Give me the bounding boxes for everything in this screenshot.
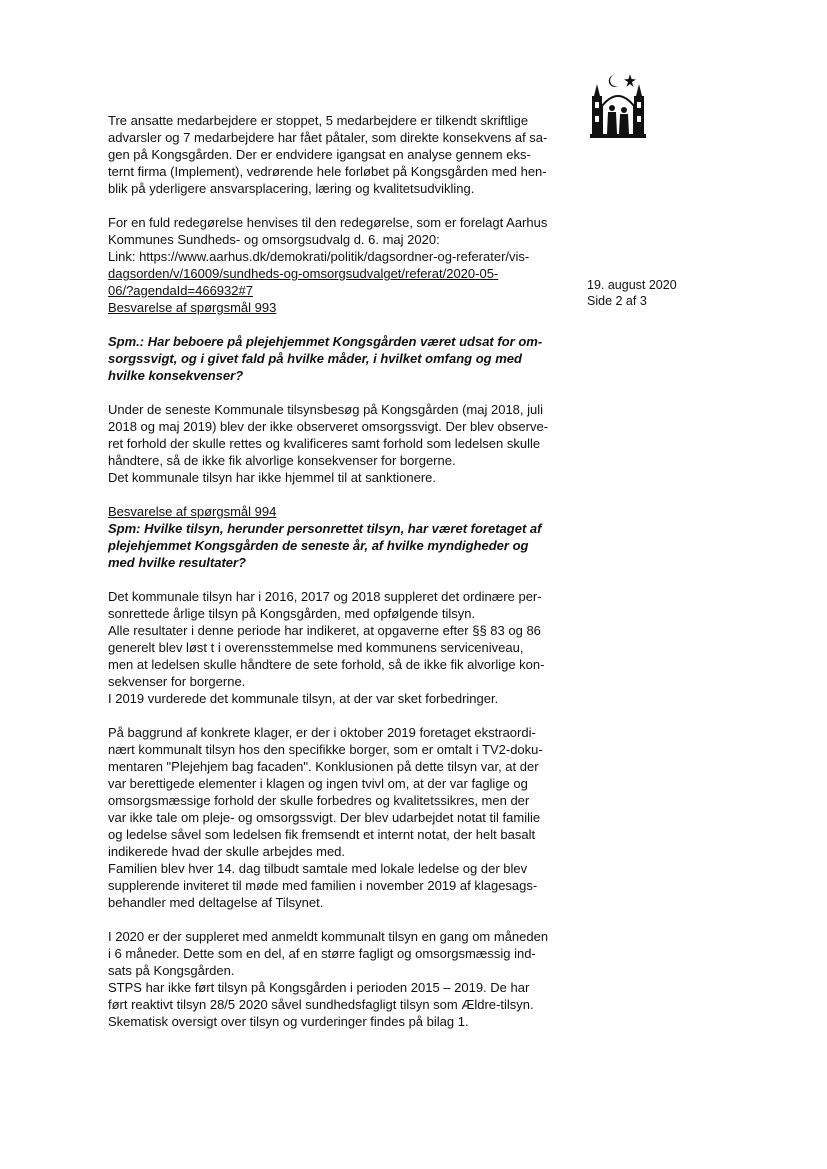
header-meta (587, 277, 677, 309)
question-994-line: Spm: Hvilke tilsyn, herunder personrettet tilsyn, har været foretaget af (108, 521, 542, 536)
question-994-line: plejehjemmet Kongsgården de seneste år, af hvilke myndigheder og (108, 538, 529, 553)
document-date: 19. august 2020 (587, 278, 677, 292)
aarhus-seal-logo (584, 72, 654, 140)
answer-994-block (108, 503, 560, 571)
paragraph-reference: For en fuld redegørelse henvises til den redegørelse, som er forelagt Aarhus Kommunes Sundheds- og omsorgsudvalg d. 6. maj 2020: Link: https://www.aarhus.dk/demokrati/politik/dagsordner-og-referater/vis- dagsorden/v/16009/sundheds-og-omsorgsudvalget/referat/2020-05- 06/?agendaId=466932#7 Besvarelse af spørgsmål 993 (108, 215, 548, 315)
answer-994-heading: Besvarelse af spørgsmål 994 (108, 504, 277, 519)
paragraph-complaints: På baggrund af konkrete klager, er der i oktober 2019 foretaget ekstraordi- nært kommunalt tilsyn hos den specifikke borger, som er omtalt i TV2-doku- mentaren "Plejehjem bag facaden". Konklusionen på dette tilsyn var, at der var berettigede elementer i klagen og ingen tvivl om, at der var faglige og omsorgsmæssige forhold der skulle forbedres og kvalitetssikres, men der var ikke tale om pleje- og omsorgssvigt. Der blev udarbejdet notat til familie og ledelse såvel som ledelsen fik fremsendt et internt notat, der helt basalt indikerede hvad der skulle arbejdes med. Familien blev hver 14. dag tilbudt samtale med lokale ledelse og der blev supplerende inviteret til møde med familien i november 2019 af klagesags- behandler med deltagelse af Tilsynet. (108, 725, 543, 910)
paragraph-consequences: Tre ansatte medarbejdere er stoppet, 5 medarbejdere er tilkendt skriftlige advarsler og 7 medarbejdere har fået påtaler, som direkte konsekvens af sa- gen på Kongsgården. Der er endvidere igangsat en analyse gennem eks- ternt firma (Implement), vedrørende hele forløbet på Kongsgården med hen- blik på yderligere ansvarsplacering, læring og kvalitetsudvikling. (108, 113, 548, 196)
question-994-line: med hvilke resultater? (108, 555, 246, 570)
paragraph-2020-supervision: I 2020 er der suppleret med anmeldt kommunalt tilsyn en gang om måneden i 6 måneder. Dette som en del, af en større fagligt og omsorgsmæssig ind- sats på Kongsgården. STPS har ikke ført tilsyn på Kongsgården i perioden 2015 – 2019. De har ført reaktivt tilsyn 28/5 2020 såvel sundhedsfagligt tilsyn som Ældre-tilsyn. Skematisk oversigt over tilsyn og vurderinger findes på bilag 1. (108, 929, 549, 1029)
question-993: Spm.: Har beboere på plejehjemmet Kongsgården været udsat for om- sorgssvigt, og i givet fald på hvilke måder, i hvilket omfang og med hvilke konsekvenser? (108, 334, 543, 383)
document-body (108, 112, 560, 1030)
paragraph-answer-993: Under de seneste Kommunale tilsynsbesøg på Kongsgården (maj 2018, juli 2018 og maj 2019) blev der ikke observeret omsorgssvigt. Der blev observe- ret forhold der skulle rettes og kvalificeres samt forhold som ledelsen skulle håndtere, så de ikke fik alvorlige konsekvenser for borgerne. Det kommunale tilsyn har ikke hjemmel til at sanktionere. (108, 402, 549, 485)
agenda-link[interactable]: dagsorden/v/16009/sundheds-og-omsorgsudvalget/referat/2020-05- (108, 266, 499, 281)
page-number: Side 2 af 3 (587, 294, 647, 308)
paragraph-supervision-history: Det kommunale tilsyn har i 2016, 2017 og 2018 suppleret det ordinære per- sonrettede årlige tilsyn på Kongsgården, med opfølgende tilsyn. Alle resultater i denne periode har indikeret, at opgaverne efter §§ 83 og 86 generelt blev løst t i overensstemmelse med kommunens serviceniveau, men at ledelsen skulle håndtere de sete forhold, så de ikke fik alvorlige kon- sekvenser for borgerne. I 2019 vurderede det kommunale tilsyn, at der var sket forbedringer. (108, 589, 545, 706)
answer-993-heading: Besvarelse af spørgsmål 993 (108, 300, 277, 315)
agenda-link-continued[interactable]: 06/?agendaId=466932#7 (108, 283, 253, 298)
